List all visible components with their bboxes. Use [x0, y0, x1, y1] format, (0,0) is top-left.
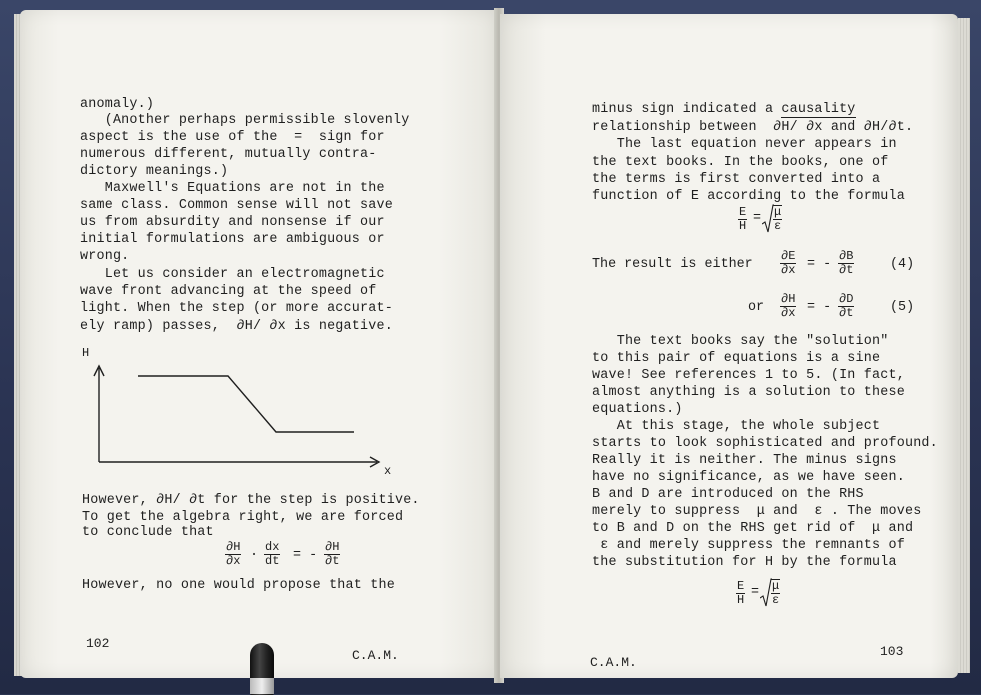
equation-label: (5) — [890, 300, 915, 315]
text-line: ε and merely suppress the remnants of — [592, 538, 905, 553]
equals-minus: = - — [807, 300, 832, 315]
page-number-right: 103 — [880, 644, 904, 659]
fraction: $\frac{E}{H}$ — [739, 205, 747, 233]
text-line: wave! See references 1 to 5. (In fact, — [592, 368, 905, 383]
fraction: $\frac{\partial H}{\partial x}$ — [226, 540, 241, 568]
equals-sign: = — [753, 211, 762, 226]
dot-operator: · — [250, 548, 259, 563]
text-line: initial formulations are ambiguous or — [80, 232, 385, 247]
text-line: light. When the step (or more accurat- — [80, 301, 393, 316]
fraction: $\frac{\mu}{\varepsilon}$ — [772, 579, 780, 607]
text-line — [592, 101, 856, 118]
text-line: same class. Common sense will not save — [80, 198, 393, 213]
fraction: $\frac{\partial E}{\partial x}$ — [781, 249, 796, 277]
underlined-word: causality — [781, 102, 856, 117]
eq-prefix: The result is either — [592, 257, 753, 272]
text-line: anomaly.) — [80, 97, 155, 112]
text-line: However, ∂H/ ∂t for the step is positive. — [82, 493, 420, 508]
text-line: At this stage, the whole subject — [592, 419, 881, 434]
text-line: relationship between ∂H/ ∂x and ∂H/∂t. — [592, 120, 914, 135]
footer-right: C.A.M. — [590, 655, 637, 670]
text-line: However, no one would propose that the — [82, 578, 395, 593]
text-line: the text books. In the books, one of — [592, 155, 889, 170]
text-line: to B and D on the RHS get rid of μ and — [592, 521, 914, 536]
text-line: The text books say the "solution" — [592, 334, 889, 349]
fraction: $\frac{\partial D}{\partial t}$ — [839, 292, 854, 320]
page-edges-right — [958, 18, 970, 673]
text-line: numerous different, mutually contra- — [80, 147, 377, 162]
fraction: $\frac{\mu}{\varepsilon}$ — [774, 205, 782, 233]
text-line: B and D are introduced on the RHS — [592, 487, 864, 502]
pen-band — [250, 678, 274, 694]
text-line: equations.) — [592, 402, 683, 417]
text-line: wave front advancing at the speed of — [80, 284, 377, 299]
text-line: the terms is first converted into a — [592, 172, 881, 187]
text-line: almost anything is a solution to these — [592, 385, 905, 400]
eq-prefix: or — [748, 300, 765, 315]
step-ramp-graph — [82, 342, 402, 482]
text-span: minus sign indicated a — [592, 102, 782, 117]
fraction: $\frac{\partial B}{\partial t}$ — [839, 249, 854, 277]
text-line: wrong. — [80, 249, 130, 264]
fraction: $\frac{E}{H}$ — [737, 579, 745, 607]
equals-sign: = — [751, 585, 760, 600]
text-line: Maxwell's Equations are not in the — [80, 181, 385, 196]
text-line: starts to look sophisticated and profound. — [592, 436, 938, 451]
text-line: ely ramp) passes, ∂H/ ∂x is negative. — [80, 319, 393, 334]
equals-minus: = - — [807, 257, 832, 272]
text-line: to this pair of equations is a sine — [592, 351, 881, 366]
text-line: (Another perhaps permissible slovenly — [80, 113, 410, 128]
text-line: dictory meanings.) — [80, 164, 229, 179]
text-line: To get the algebra right, we are forced — [82, 510, 404, 525]
text-line: to conclude that — [82, 525, 214, 540]
fraction: $\frac{dx}{dt}$ — [265, 540, 280, 568]
text-line: merely to suppress μ and ε . The moves — [592, 504, 922, 519]
text-line: us from absurdity and nonsense if our — [80, 215, 385, 230]
text-line: aspect is the use of the = sign for — [80, 130, 385, 145]
text-line: Let us consider an electromagnetic — [80, 267, 385, 282]
text-line: have no significance, as we have seen. — [592, 470, 905, 485]
text-line: function of E according to the formula — [592, 189, 905, 204]
text-line: The last equation never appears in — [592, 137, 897, 152]
page-number-left: 102 — [86, 636, 110, 651]
fraction: $\frac{\partial H}{\partial x}$ — [781, 292, 796, 320]
equation-label: (4) — [890, 257, 915, 272]
footer-left: C.A.M. — [352, 648, 399, 663]
graph-x-label: x — [384, 464, 392, 478]
fraction: $\frac{\partial H}{\partial t}$ — [325, 540, 340, 568]
graph-wavefront-curve — [138, 376, 354, 432]
graph-y-label: H — [82, 346, 90, 360]
text-line: the substitution for H by the formula — [592, 555, 897, 570]
equals-minus: = - — [293, 548, 318, 563]
text-line: Really it is neither. The minus signs — [592, 453, 897, 468]
